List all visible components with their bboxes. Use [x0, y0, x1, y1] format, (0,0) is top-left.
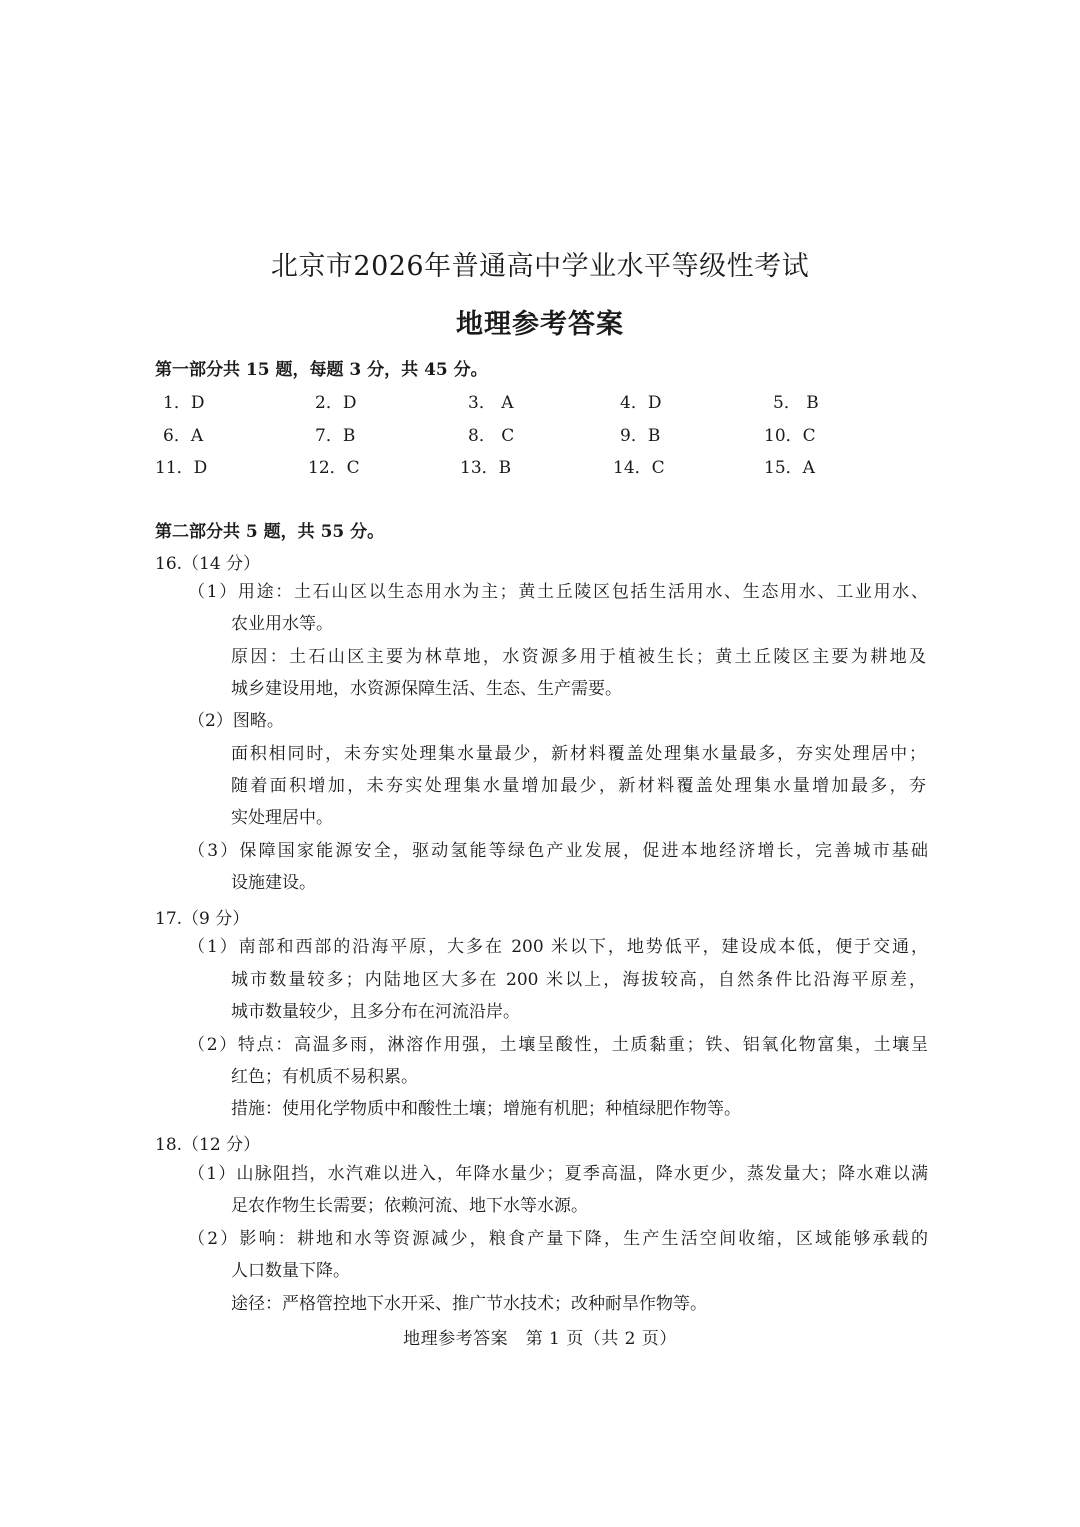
q18-line: 途径：严格管控地下水开采、推广节水技术；改种耐旱作物等。 — [231, 1294, 707, 1314]
mc-answer: 11．D — [155, 458, 208, 478]
mc-answer: 7．B — [315, 426, 356, 446]
q16-line: 实处理居中。 — [231, 808, 333, 828]
q16-line: 设施建设。 — [231, 873, 316, 893]
mc-answer: 2．D — [315, 393, 357, 413]
mc-row-2 — [155, 421, 855, 445]
mc-answer: 12．C — [308, 458, 360, 478]
mc-answer: 15．A — [764, 458, 815, 478]
mc-answer: 14．C — [613, 458, 665, 478]
mc-answer: 8． C — [468, 426, 515, 446]
q16-line: 城乡建设用地，水资源保障生活、生态、生产需要。 — [231, 679, 622, 699]
mc-answer: 6．A — [163, 426, 204, 446]
q16-line: （2）图略。 — [188, 711, 284, 731]
mc-answer: 4．D — [620, 393, 662, 413]
q16-line: （1）用途：土石山区以生态用水为主；黄土丘陵区包括生活用水、生态用水、工业用水、 — [188, 582, 928, 602]
q18-line: 人口数量下降。 — [231, 1261, 350, 1281]
q17-line: 措施：使用化学物质中和酸性土壤；增施有机肥；种植绿肥作物等。 — [231, 1099, 741, 1119]
answer-key-subtitle: 地理参考答案 — [456, 309, 624, 340]
question-16-label: 16.（14 分） — [155, 554, 261, 574]
mc-row-3 — [155, 453, 855, 477]
part2-heading: 第二部分共 5 题，共 55 分。 — [155, 522, 385, 542]
mc-row-1 — [155, 388, 855, 412]
q17-line: 红色；有机质不易积累。 — [231, 1067, 418, 1087]
q16-line: 随着面积增加，未夯实处理集水量增加最少，新材料覆盖处理集水量增加最多，夯 — [231, 776, 926, 796]
q17-line: 城市数量较多；内陆地区大多在 200 米以上，海拔较高，自然条件比沿海平原差， — [231, 970, 926, 990]
q16-line: （3）保障国家能源安全，驱动氢能等绿色产业发展，促进本地经济增长，完善城市基础 — [188, 841, 928, 861]
part1-heading: 第一部分共 15 题，每题 3 分，共 45 分。 — [155, 360, 488, 380]
mc-answer: 10．C — [764, 426, 816, 446]
question-17-label: 17.（9 分） — [155, 909, 250, 929]
q17-line: 城市数量较少，且多分布在河流沿岸。 — [231, 1002, 520, 1022]
mc-answer: 13．B — [460, 458, 512, 478]
q18-line: （2）影响：耕地和水等资源减少，粮食产量下降，生产生活空间收缩，区域能够承载的 — [188, 1229, 928, 1249]
q17-line: （1）南部和西部的沿海平原，大多在 200 米以下，地势低平，建设成本低，便于交通， — [188, 937, 928, 957]
mc-answer: 1．D — [163, 393, 205, 413]
mc-answer: 5． B — [773, 393, 819, 413]
page-footer: 地理参考答案 第 1 页（共 2 页） — [403, 1329, 677, 1349]
q18-line: （1）山脉阻挡，水汽难以进入，年降水量少；夏季高温，降水更少，蒸发量大；降水难以满 — [188, 1164, 928, 1184]
q16-line: 农业用水等。 — [231, 614, 333, 634]
mc-answer: 9．B — [620, 426, 661, 446]
question-18-label: 18.（12 分） — [155, 1135, 261, 1155]
q16-line: 面积相同时，未夯实处理集水量最少，新材料覆盖处理集水量最多，夯实处理居中； — [231, 744, 926, 764]
exam-title: 北京市2026年普通高中学业水平等级性考试 — [270, 251, 810, 282]
q18-line: 足农作物生长需要；依赖河流、地下水等水源。 — [231, 1196, 588, 1216]
q17-line: （2）特点：高温多雨，淋溶作用强，土壤呈酸性，土质黏重；铁、铝氧化物富集，土壤呈 — [188, 1035, 928, 1055]
q16-line: 原因：土石山区主要为林草地，水资源多用于植被生长；黄土丘陵区主要为耕地及 — [231, 647, 926, 667]
mc-answer: 3． A — [468, 393, 514, 413]
